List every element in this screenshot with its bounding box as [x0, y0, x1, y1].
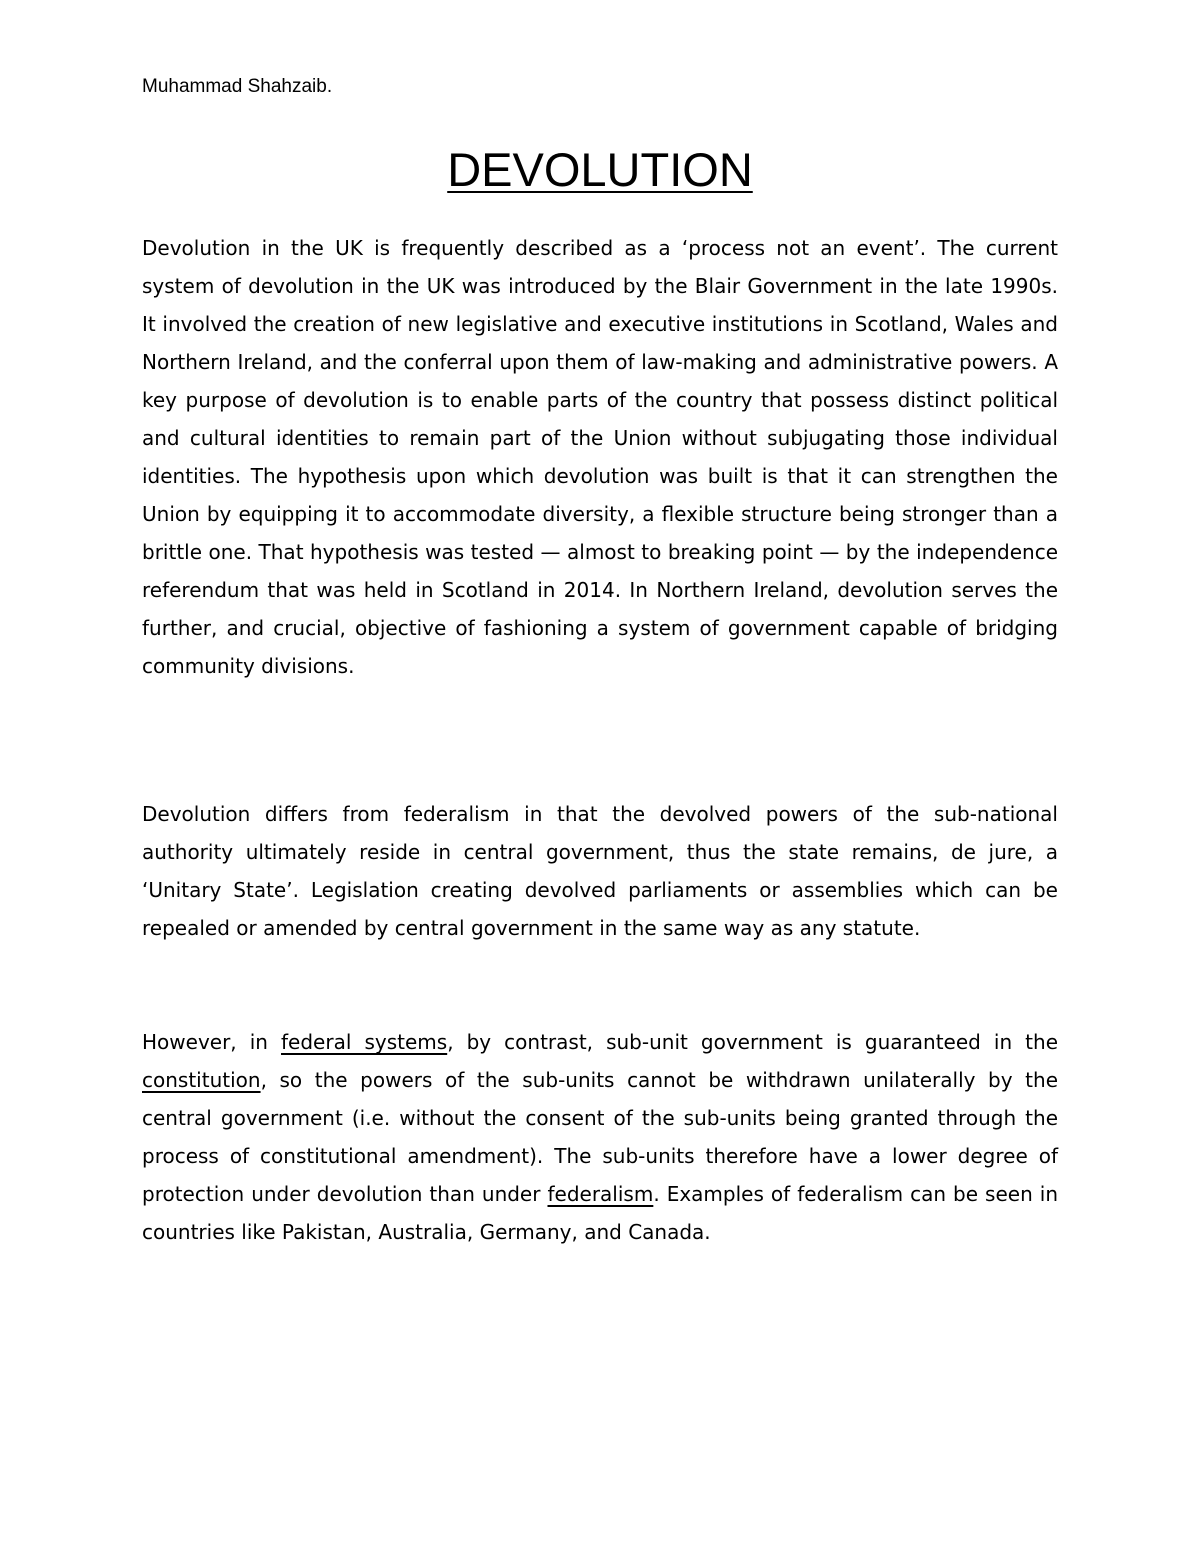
paragraph-text: However, in	[142, 1030, 282, 1054]
link-federalism[interactable]: federalism	[547, 1182, 654, 1206]
paragraph-federal-systems	[142, 1023, 1058, 1251]
paragraph-devolution-intro: Devolution in the UK is frequently described as a ‘process not an event’. The current system of devolution in the UK was introduced by the Blair Government in the late 1990s. It involved the creation of new legislative and executive institutions in Scotland, Wales and Northern Ireland, and the conferral upon them of law-making and administrative powers. A key purpose of devolution is to enable parts of the country that possess distinct political and cultural identities to remain part of the Union without subjugating those individual identities. The hypothesis upon which devolution was built is that it can strengthen the Union by equipping it to accommodate diversity, a flexible structure being stronger than a brittle one. That hypothesis was tested — almost to breaking point — by the independence referendum that was held in Scotland in 2014. In Northern Ireland, devolution serves the further, and crucial, objective of fashioning a system of government capable of bridging community divisions.	[142, 236, 1058, 678]
link-constitution[interactable]: constitution	[142, 1068, 261, 1092]
link-federal-systems[interactable]: federal systems	[281, 1030, 448, 1054]
paragraph-devolution-vs-federalism: Devolution differs from federalism in that the devolved powers of the sub-national authority ultimately reside in central government, thus the state remains, de jure, a ‘Unitary State’. Legislation creating devolved parliaments or assemblies which can be repealed or amended by central government in the same way as any statute.	[142, 802, 1058, 940]
paragraph-text: . Examples of federalism can be seen in countries like Pakistan, Australia, Germany, and Canada.	[142, 1182, 1058, 1244]
document-title: DEVOLUTION	[447, 143, 753, 196]
author-name: Muhammad Shahzaib.	[142, 76, 333, 97]
paragraph-text: , so the powers of the sub-units cannot be withdrawn unilaterally by the central government (i.e. without the consent of the sub-units being granted through the process of constitutional amendment). The sub-units therefore have a lower degree of protection under devolution than under	[142, 1068, 1058, 1206]
paragraph-text: , by contrast, sub-unit government is guaranteed in the	[447, 1030, 1059, 1054]
